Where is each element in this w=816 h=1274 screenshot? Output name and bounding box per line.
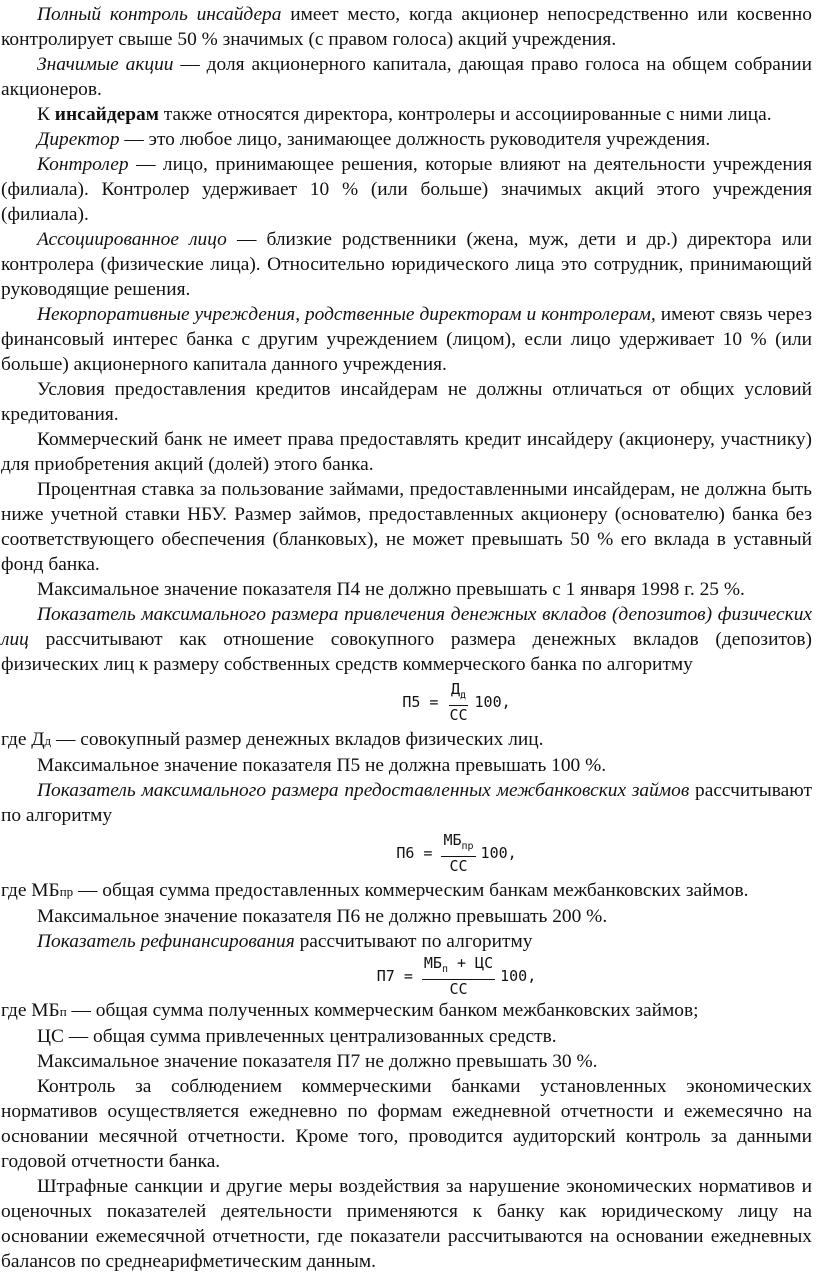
paragraph-insiders: К инсайдерам также относятся директора, контролеры и ассоциированные с ними лица. [37,104,772,125]
term: Контролер [37,154,129,175]
paragraph-noncorporate: Некорпоративные учреждения, родственные директорам и контролерам, имеют связь через финансовый интерес банка с другим учреждением (лицом), если лицо удерживает 10 % (или больше) акционерного капитала данного учреждения. [1,304,812,375]
paragraph-interest-rate: Процентная ставка за пользование займами, предоставленными инсайдерам, не должна быть ниже учетной ставки НБУ. Размер займов, предоставленных акционеру (основателю) банка без соответствующего обеспечения (бланковых), не может превышать 50 % его вклада в уставный фонд банка. [1,479,812,575]
term: Показатель максимального размера привлечения денежных вкладов (депозитов) физических лиц [1,604,812,650]
formula-p7: П7 = $\frac{МБ_п + ЦС}{СС}$ 100, [376,954,537,998]
paragraph-p6-max: Максимальное значение показателя П6 не должно превышать 200 %. [37,906,608,927]
paragraph-p5-legend: где Дд — совокупный размер денежных вкладов физических лиц. [1,729,544,750]
fraction: $\frac{МБ_{пр}}{СС}$ [443,831,474,875]
term: Некорпоративные учреждения, родственные директорам и контролерам, [37,304,656,325]
paragraph-p5-max: Максимальное значение показателя П5 не должна превышать 100 %. [37,755,607,776]
paragraph-p7-legend: где МБп — общая сумма полученных коммерческим банком межбанковских займов; [1,1000,699,1021]
paragraph-significant-shares: Значимые акции — доля акционерного капитала, дающая право голоса на общем собрании акционеров. [1,54,813,100]
fraction: $\frac{МБ_п + ЦС}{СС}$ [423,954,494,998]
term: Ассоциированное лицо [37,229,227,250]
formula-p6: П6 = $\frac{МБ_{пр}}{СС}$ 100, [396,831,517,875]
term: Показатель рефинансирования [37,931,295,952]
paragraph-p7-definition: Показатель рефинансирования рассчитывают по алгоритму [37,931,533,952]
term: инсайдерам [54,104,159,125]
paragraph-p4-max: Максимальное значение показателя П4 не должно превышать с 1 января 1998 г. 25 %. [37,579,745,600]
term: Директор [37,129,120,150]
paragraph-compliance-control: Контроль за соблюдением коммерческими банками установленных экономических нормативов осуществляется ежедневно по формам ежедневной отчетности и ежемесячно на основании месячной отчетности. Кроме того, проводится аудиторский контроль за данными годовой отчетности банка. [1,1076,812,1172]
paragraph-p6-definition: Показатель максимального размера предоставленных межбанковских займов рассчитывают по алгоритму [1,780,812,826]
paragraph-p7-max: Максимальное значение показателя П7 не должно превышать 30 %. [37,1051,598,1072]
paragraph-controller: Контролер — лицо, принимающее решения, которые влияют на деятельности учреждения (филиала). Контролер удерживает 10 % (или больше) значимых акций этого учреждения (филиала). [1,154,812,225]
term: Полный контроль инсайдера [37,4,282,25]
paragraph-p5-definition: Показатель максимального размера привлечения денежных вкладов (депозитов) физических лиц рассчитывают как отношение совокупного размера денежных вкладов (депозитов) физических лиц к размеру собственных средств коммерческого банка по алгоритму [1,604,812,675]
paragraph-full-insider-control: Полный контроль инсайдера имеет место, когда акционер непосредственно или косвенно контролирует свыше 50 % значимых (с правом голоса) акций учреждения. [1,4,812,50]
formula-p5: П5 = $\frac{Д_д}{СС}$ 100, [402,680,511,724]
paragraph-credit-prohibition: Коммерческий банк не имеет права предоставлять кредит инсайдеру (акционеру, участнику) для приобретения акций (долей) этого банка. [1,429,812,475]
paragraph-cs-definition: ЦС — общая сумма привлеченных централизованных средств. [37,1026,557,1047]
paragraph-penalties: Штрафные санкции и другие меры воздействия за нарушение экономических нормативов и оценочных показателей деятельности применяются к банку как юридическому лицу на основании ежемесячной отчетности, где показатели рассчитываются на основании ежедневных балансов по среднеарифметическим данным. [1,1176,812,1272]
term: Значимые акции [37,54,174,75]
term: Показатель максимального размера предоставленных межбанковских займов [37,780,690,801]
paragraph-credit-conditions: Условия предоставления кредитов инсайдерам не должны отличаться от общих условий кредитования. [1,379,812,425]
paragraph-associated-person: Ассоциированное лицо — близкие родственники (жена, муж, дети и др.) директора или контролера (физические лица). Относительно юридического лица это сотрудник, принимающий руководящие решения. [1,229,812,300]
fraction: $\frac{Д_д}{СС}$ [449,680,468,724]
paragraph-director: Директор — это любое лицо, занимающее должность руководителя учреждения. [37,129,711,150]
paragraph-p6-legend: где МБпр — общая сумма предоставленных коммерческим банкам межбанковских займов. [1,880,749,901]
